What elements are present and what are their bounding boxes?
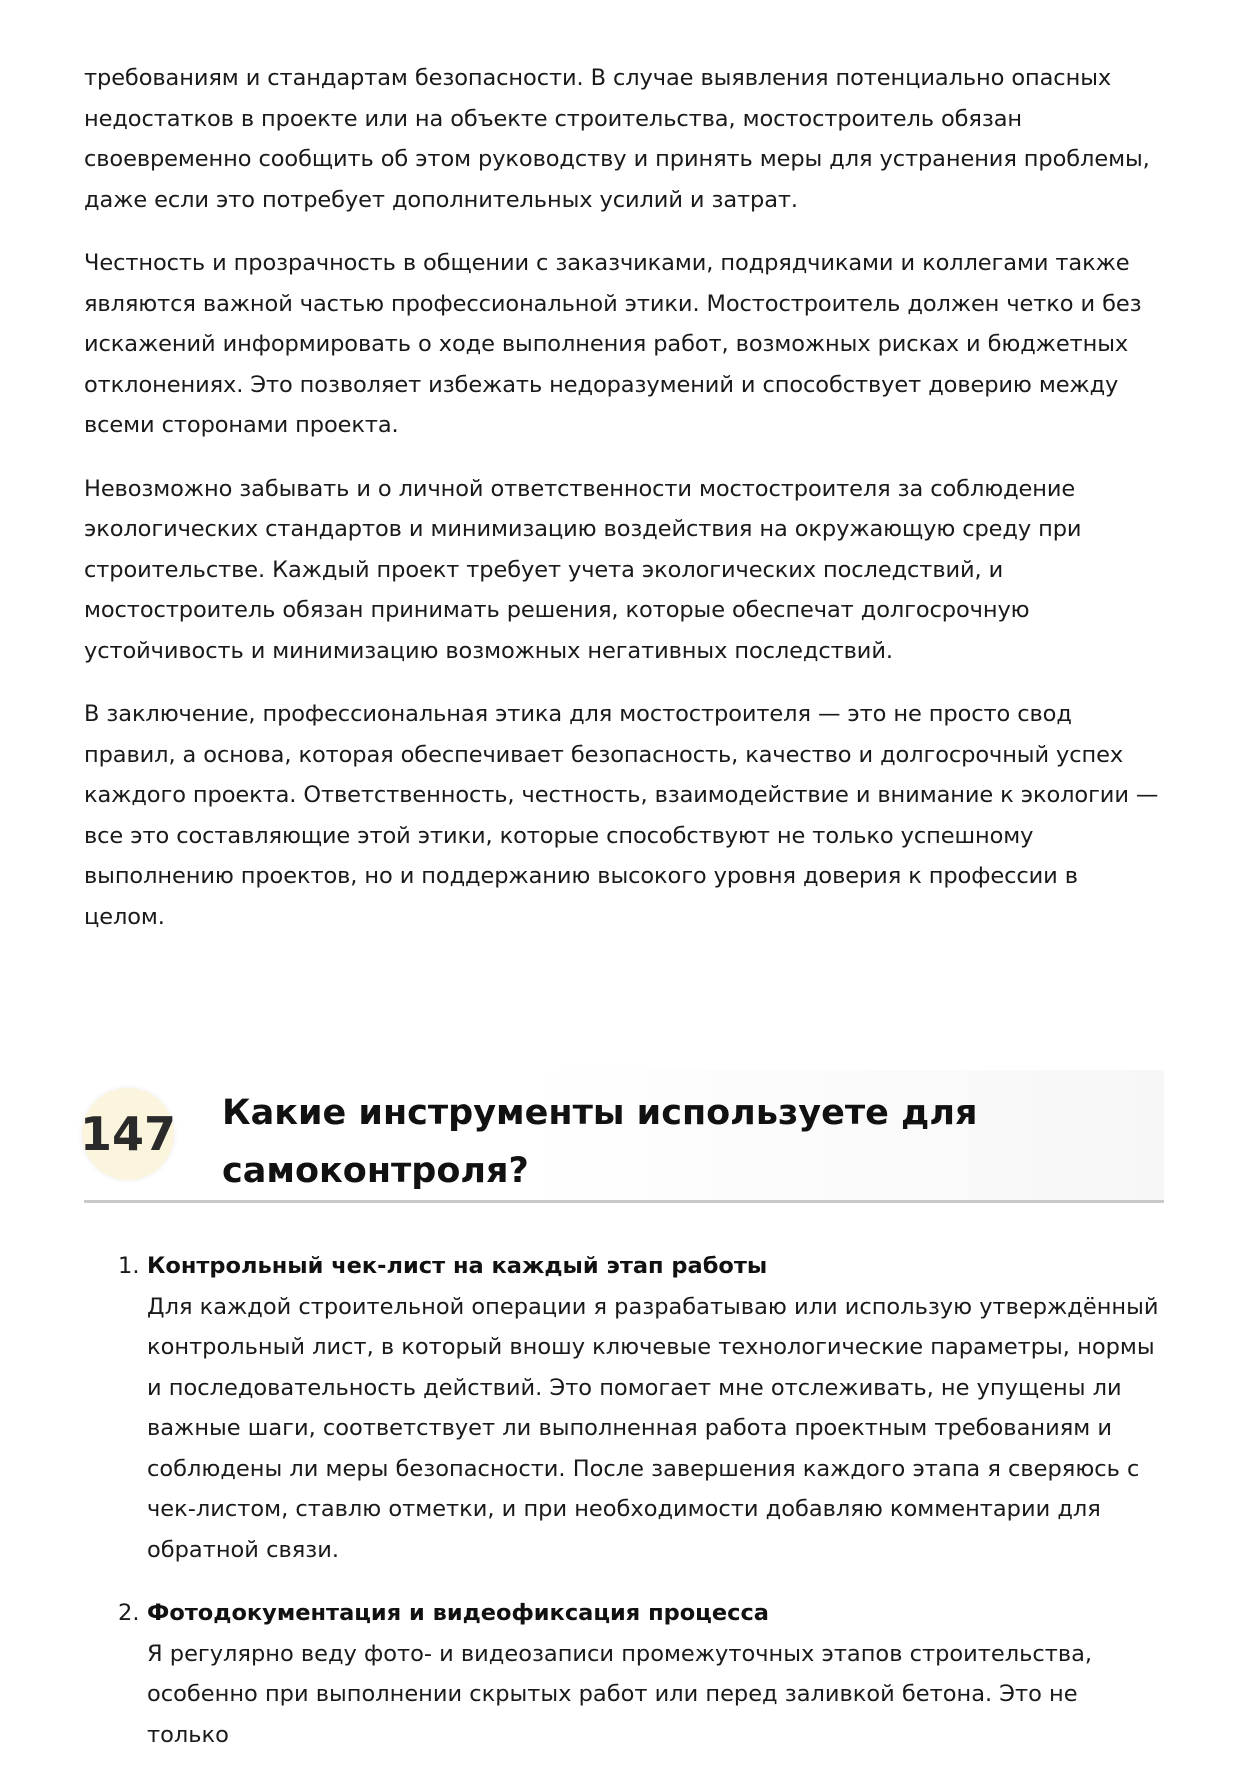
section-header [79, 1070, 1164, 1203]
list-item-number: 1. [118, 1253, 140, 1279]
list-item [84, 1246, 1164, 1570]
document-body [84, 58, 1164, 960]
paragraph: Честность и прозрачность в общении с заказчиками, подрядчиками и коллегами также являются важной частью профессиональной этики. Мостостроитель должен четко и без искажений информировать о ходе выполнения работ, возможных рисках и бюджетных отклонениях. Это позволяет избежать недоразумений и способствует доверию между всеми сторонами проекта. [84, 250, 1142, 438]
section-title: Какие инструменты используете для самоконтроля? [222, 1093, 978, 1191]
paragraph: требованиям и стандартам безопасности. В случае выявления потенциально опасных недостатков в проекте или на объекте строительства, мостостроитель обязан своевременно сообщить об этом руководству и принять меры для устранения проблемы, даже если это потребует дополнительных усилий и затрат. [84, 65, 1150, 213]
list-item-number: 2. [118, 1600, 140, 1626]
list-item-title: Фотодокументация и видеофиксация процесса [147, 1600, 769, 1626]
list-item-body: Я регулярно веду фото- и видеозаписи промежуточных этапов строительства, особенно при выполнении скрытых работ или перед заливкой бетона. Это не только [147, 1640, 1093, 1748]
list-item [84, 1593, 1164, 1755]
question-number-badge: 147 [82, 1088, 174, 1180]
list-item-body: Для каждой строительной операции я разрабатываю или использую утверждённый контрольный лист, в который вношу ключевые технологические параметры, нормы и последовательность действий. Это помогает мне отслеживать, не упущены ли важные шаги, соответствует ли выполненная работа проектным требованиям и соблюдены ли меры безопасности. После завершения каждого этапа я сверяюсь с чек-листом, ставлю отметки, и при необходимости добавляю комментарии для обратной связи. [147, 1293, 1159, 1563]
list-item-title: Контрольный чек-лист на каждый этап работы [147, 1253, 768, 1279]
answer-list [84, 1246, 1164, 1778]
paragraph: Невозможно забывать и о личной ответственности мостостроителя за соблюдение экологических стандартов и минимизацию воздействия на окружающую среду при строительстве. Каждый проект требует учета экологических последствий, и мостостроитель обязан принимать решения, которые обеспечат долгосрочную устойчивость и минимизацию возможных негативных последствий. [84, 475, 1082, 664]
paragraph: В заключение, профессиональная этика для мостостроителя — это не просто свод правил, а основа, которая обеспечивает безопасность, качество и долгосрочный успех каждого проекта. Ответственность, честность, взаимодействие и внимание к экологии — все это составляющие этой этики, которые способствуют не только успешному выполнению проектов, но и поддержанию высокого уровня доверия к профессии в целом. [84, 701, 1159, 930]
